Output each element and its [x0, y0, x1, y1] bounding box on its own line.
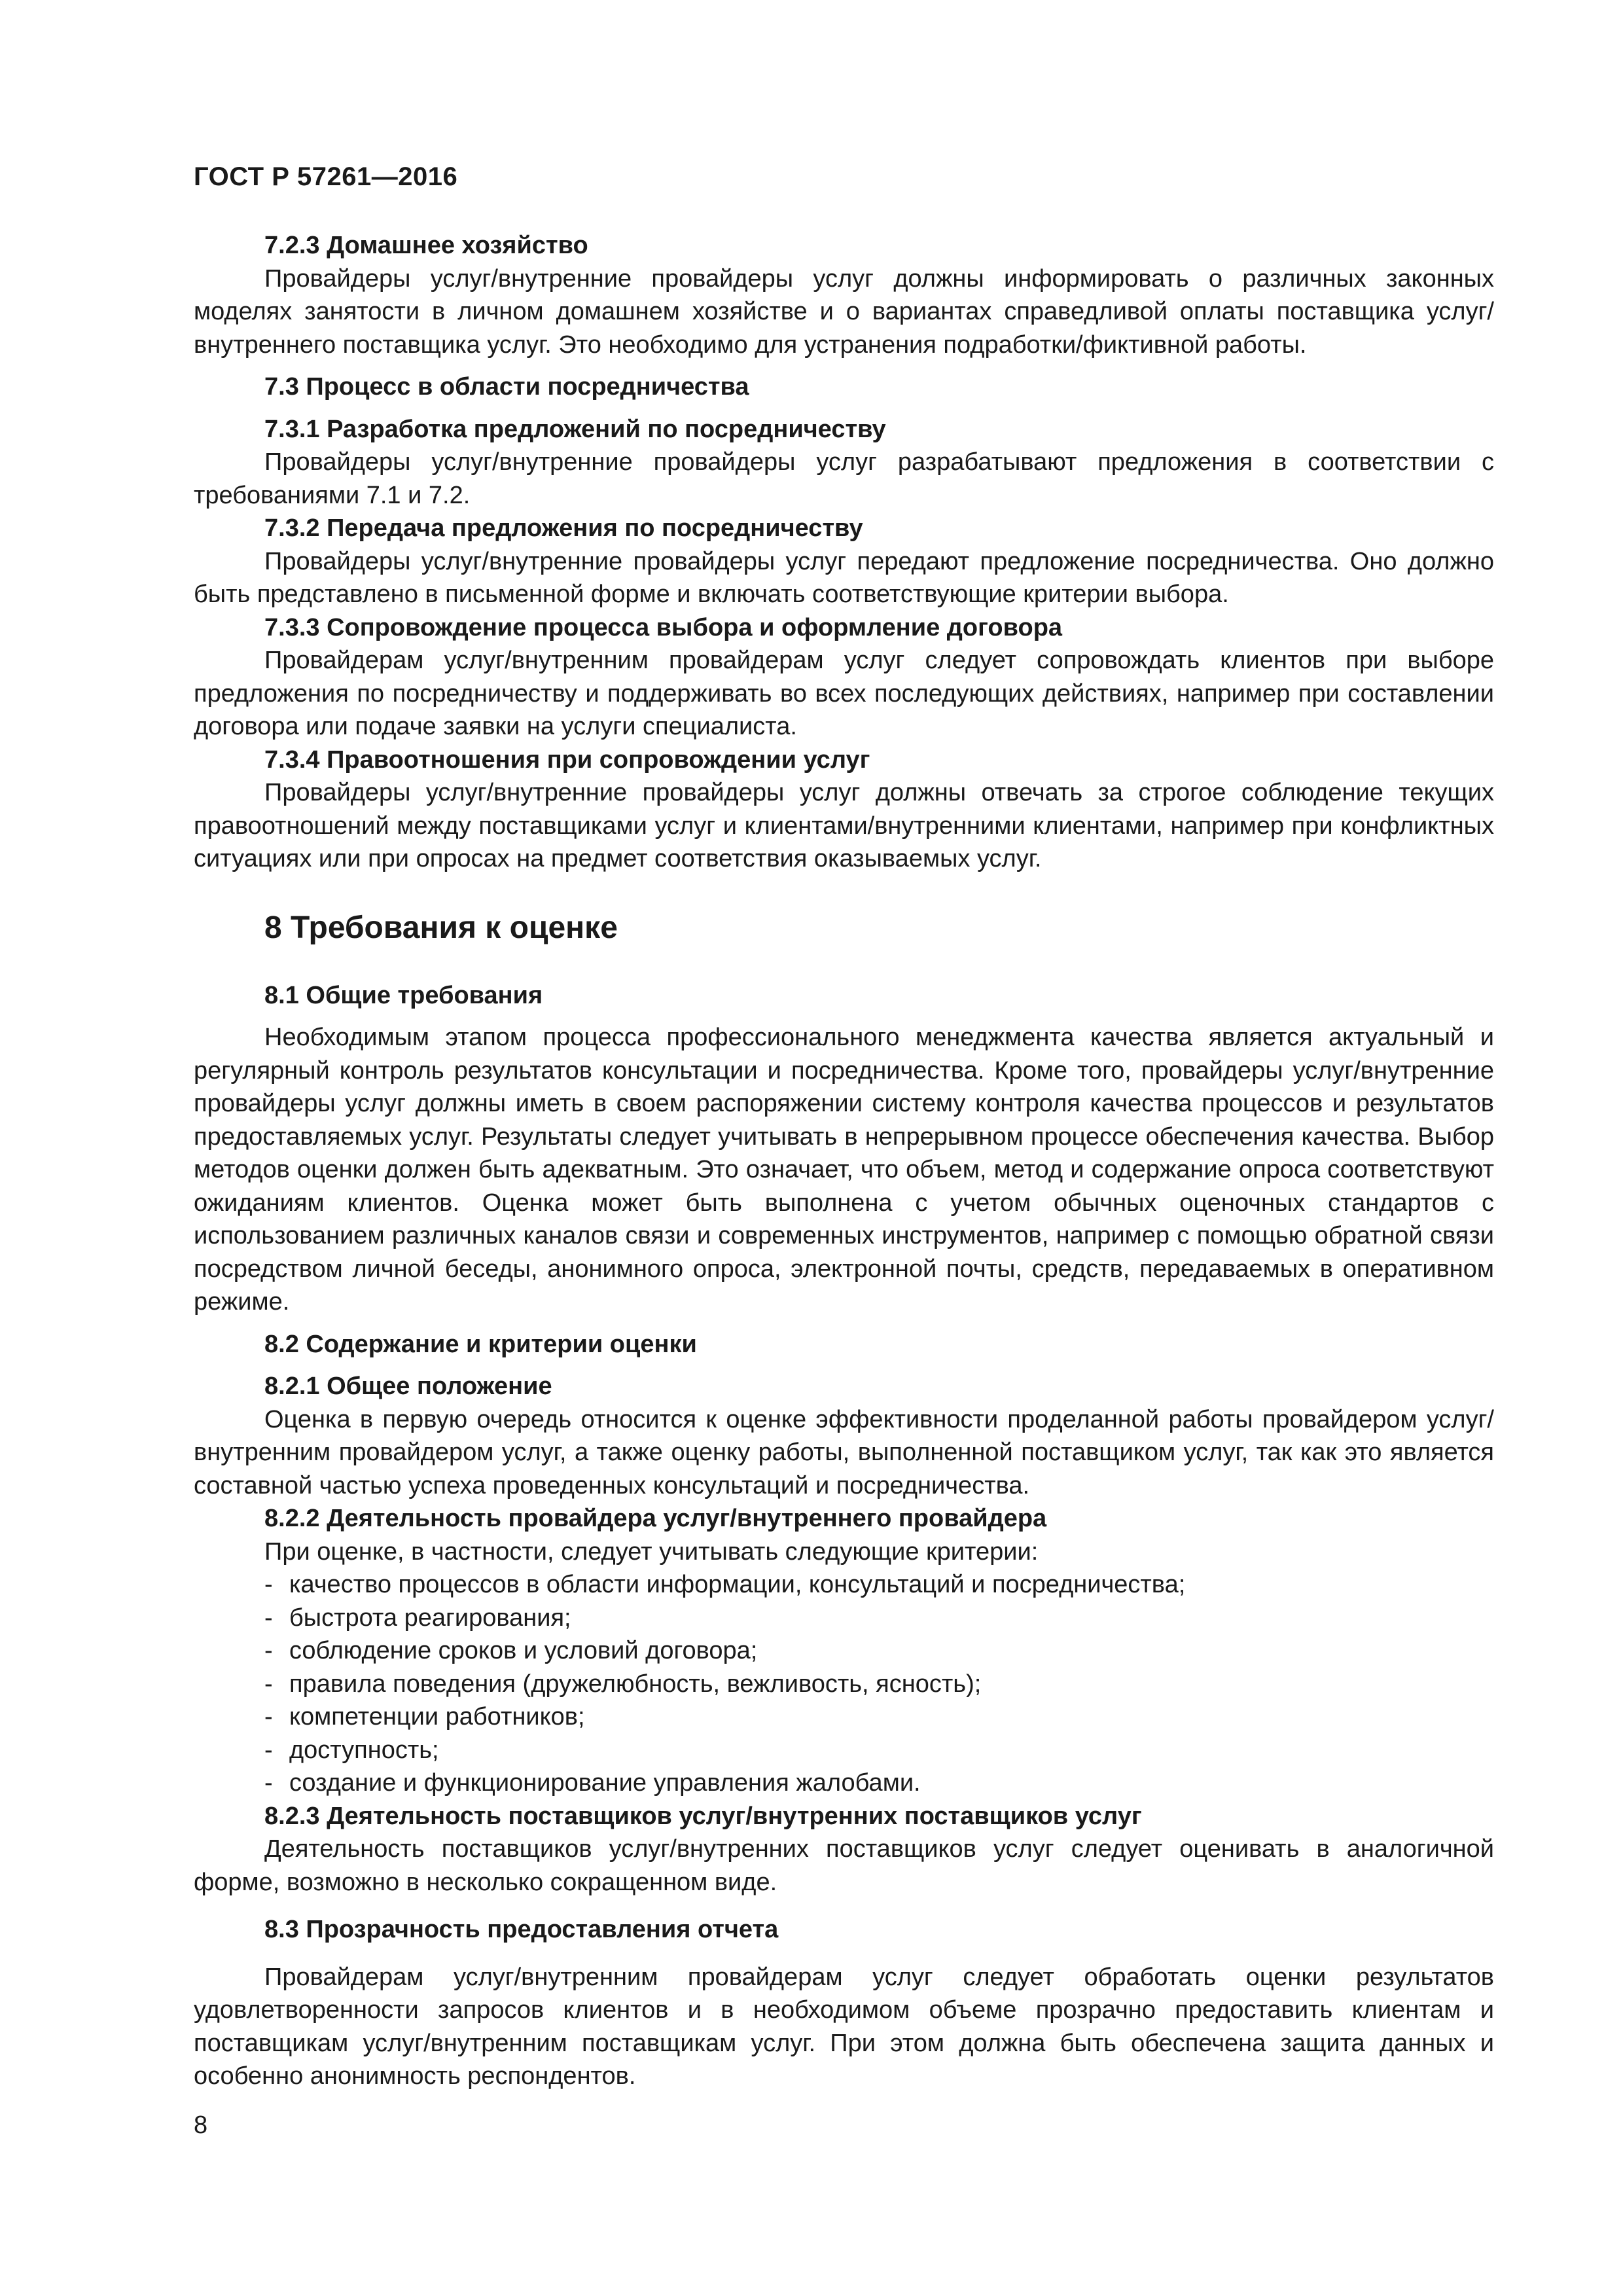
section-heading-7-2-3: 7.2.3 Домашнее хозяйство: [264, 232, 588, 259]
list-item: - быстрота реагирования;: [264, 1604, 571, 1632]
list-item: - качество процессов в области информации, консультаций и посредничества;: [264, 1571, 1186, 1598]
document-header: ГОСТ Р 57261—2016: [194, 162, 458, 191]
list-item: - доступность;: [264, 1736, 439, 1764]
section-heading-8-3: 8.3 Прозрачность предоставления отчета: [264, 1916, 779, 1943]
section-heading-8-2-1: 8.2.1 Общее положение: [264, 1372, 552, 1400]
paragraph: Провайдерам услуг/внутренним провайдерам услуг следует сопровождать клиентов при выборе предложения по посредничеству и поддерживать во всех последующих действиях, например при составлении договора или подаче заявки на услуги специалиста.: [194, 647, 1494, 740]
paragraph: При оценке, в частности, следует учитывать следующие критерии:: [264, 1537, 1039, 1566]
section-heading-8-2-3: 8.2.3 Деятельность поставщиков услуг/внутренних поставщиков услуг: [264, 1802, 1142, 1830]
paragraph: Провайдерам услуг/внутренним провайдерам услуг следует обработать оценки результатов удовлетворенности запросов клиентов и в необходимом объеме прозрачно предоставить клиентам и поставщикам услуг/внутренним поставщикам услуг. При этом должна быть обеспечена защита данных и особенно анонимность респондентов.: [194, 1963, 1494, 2090]
paragraph: Деятельность поставщиков услуг/внутренних поставщиков услуг следует оценивать в аналогичной форме, возможно в несколько сокращенном виде.: [194, 1835, 1494, 1896]
page-number: 8: [194, 2111, 208, 2139]
paragraph: Провайдеры услуг/внутренние провайдеры услуг должны информировать о различных законных моделях занятости в личном домашнем хозяйстве и о вариантах справедливой оплаты поставщика услуг/внутреннего поставщика услуг. Это необходимо для устранения подработки/фиктивной работы.: [194, 264, 1494, 359]
section-heading-7-3: 7.3 Процесс в области посредничества: [264, 373, 749, 401]
criteria-list: [194, 1568, 1494, 1800]
section-heading-8-2-2: 8.2.2 Деятельность провайдера услуг/внутреннего провайдера: [264, 1505, 1047, 1532]
paragraph: Необходимым этапом процесса профессионального менеджмента качества является актуальный и регулярный контроль результатов консультации и посредничества. Кроме того, провайдеры услуг/внутренние провайдеры услуг должны иметь в своем распоряжении систему контроля качества процессов и результатов предоставляемых услуг. Результаты следует учитывать в непрерывном процессе обеспечения качества. Выбор методов оценки должен быть адекватным. Это означает, что объем, метод и содержание опроса соответствуют ожиданиям клиентов. Оценка может быть выполнена с учетом обычных оценочных стандартов с использованием различных каналов связи и современных инструментов, например с помощью обратной связи посредством личной беседы, анонимного опроса, электронной почты, средств, передаваемых в оперативном режиме.: [194, 1024, 1494, 1316]
section-heading-7-3-2: 7.3.2 Передача предложения по посредничеству: [264, 514, 863, 542]
document-body: [194, 229, 1494, 2093]
section-heading-8-1: 8.1 Общие требования: [264, 981, 543, 1009]
list-item: - правила поведения (дружелюбность, вежливость, ясность);: [264, 1670, 982, 1698]
paragraph: Провайдеры услуг/внутренние провайдеры услуг передают предложение посредничества. Оно должно быть представлено в письменной форме и включать соответствующие критерии выбора.: [194, 547, 1494, 608]
list-item: - компетенции работников;: [264, 1703, 585, 1731]
section-heading-7-3-3: 7.3.3 Сопровождение процесса выбора и оформление договора: [264, 613, 1063, 641]
section-heading-8-2: 8.2 Содержание и критерии оценки: [264, 1330, 697, 1358]
paragraph: Провайдеры услуг/внутренние провайдеры услуг должны отвечать за строгое соблюдение текущих правоотношений между поставщиками услуг и клиентами/внутренними клиентами, например при конфликтных ситуациях или при опросах на предмет соответствия оказываемых услуг.: [194, 779, 1494, 872]
section-heading-7-3-1: 7.3.1 Разработка предложений по посредничеству: [264, 415, 886, 443]
section-heading-8: 8 Требования к оценке: [264, 910, 618, 945]
list-item: - соблюдение сроков и условий договора;: [264, 1637, 758, 1664]
list-item: - создание и функционирование управления жалобами.: [264, 1769, 921, 1797]
paragraph: Провайдеры услуг/внутренние провайдеры услуг разрабатывают предложения в соответствии с требованиями 7.1 и 7.2.: [194, 448, 1494, 509]
section-heading-7-3-4: 7.3.4 Правоотношения при сопровождении услуг: [264, 745, 870, 774]
paragraph: Оценка в первую очередь относится к оценке эффективности проделанной работы провайдером услуг/внутренним провайдером услуг, а также оценку работы, выполненной поставщиком услуг, так как это является составной частью успеха проведенных консультаций и посредничества.: [194, 1405, 1494, 1499]
